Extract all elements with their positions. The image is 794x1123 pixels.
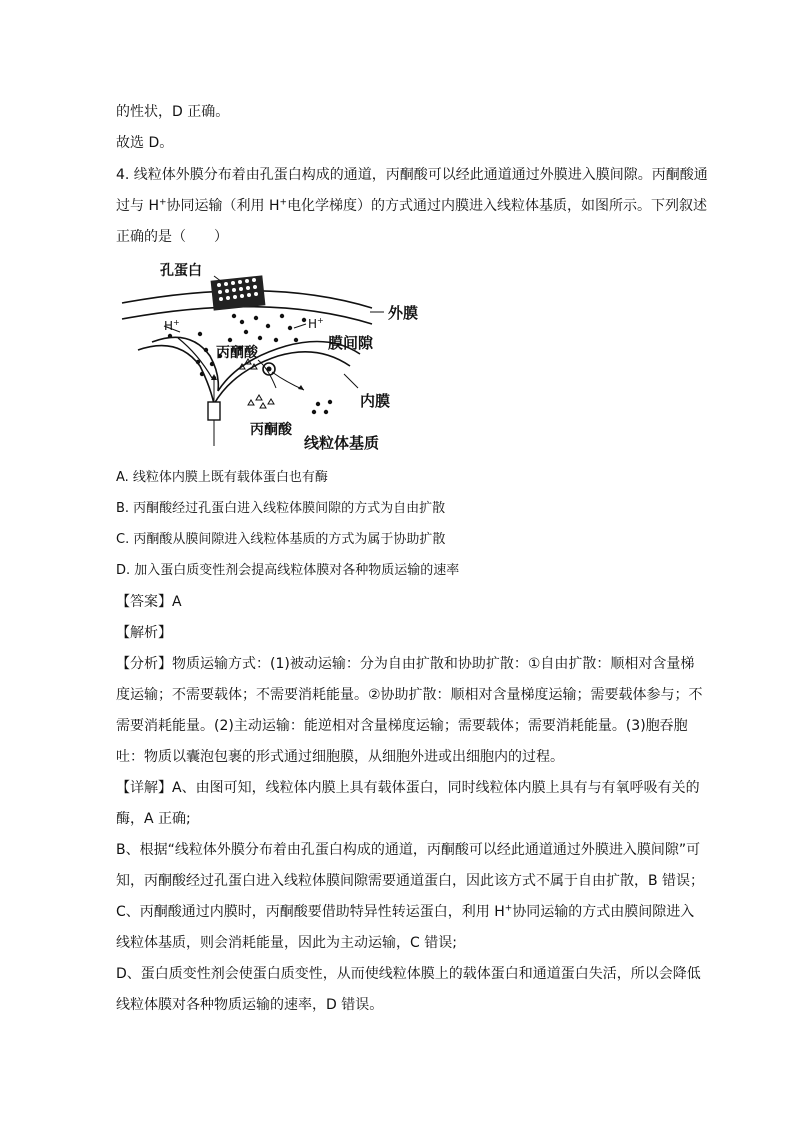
analysis-tag: 【分析】 [116,656,172,672]
mitochondria-membrane-diagram [118,256,428,456]
option-c: C. 丙酮酸从膜间隙进入线粒体基质的方式为属于协助扩散 [116,532,446,547]
detail-b: B、根据“线粒体外膜分布着由孔蛋白构成的通道，丙酮酸可以经此通道通过外膜进入膜间隙”可知，丙酮酸经过孔蛋白进入线粒体膜间隙需要通道蛋白，因此该方式不属于自由扩散，B 错误； [116,842,705,889]
analysis-text: 物质运输方式：(1)被动运输：分为自由扩散和协助扩散：①自由扩散：顺相对含量梯度运输；不需要载体；不需要消耗能量。②协助扩散：顺相对含量梯度运输；需要载体参与；不需要消耗能量。(2)主动运输：能逆相对含量梯度运输；需要载体；需要消耗能量。(3)胞吞胞吐：物质以囊泡包裹的形式通过细胞膜，从细胞外进或出细胞内的过程。 [116,656,703,765]
prev-line-2: 故选 D。 [116,135,174,151]
question-stem-line-2: 过与 H+协同运输（利用 H+电化学梯度）的方式通过内膜进入线粒体基质，如图所示。下列叙述 [116,197,708,214]
analysis-paragraph [116,649,706,773]
label-pyruvate-1: 丙酮酸 [216,345,258,361]
detail-c: C、丙酮酸通过内膜时，丙酮酸要借助特异性转运蛋白，利用 H+协同运输的方式由膜间隙进入线粒体基质，则会消耗能量，因此为主动运输，C 错误; [116,903,695,951]
label-matrix: 线粒体基质 [304,434,380,452]
option-b: B. 丙酮酸经过孔蛋白进入线粒体膜间隙的方式为自由扩散 [116,501,446,516]
analysis-heading: 【解析】 [116,625,172,641]
answer-line [116,592,182,612]
label-porin: 孔蛋白 [160,263,202,279]
question-stem-line-1: 4. 线粒体外膜分布着由孔蛋白构成的通道，丙酮酸可以经此通道通过外膜进入膜间隙。丙酮酸通 [116,167,708,183]
option-d: D. 加入蛋白质变性剂会提高线粒体膜对各种物质运输的速率 [116,563,460,578]
answer-value: A [172,594,182,610]
label-h-ion-1: H+ [164,318,180,333]
detail-a: 【详解】A、由图可知，线粒体内膜上具有载体蛋白，同时线粒体内膜上具有与有氧呼吸有关的酶，A 正确; [116,780,700,827]
label-h-ion-2: H+ [308,316,324,331]
label-outer-membrane: 外膜 [388,304,419,322]
label-intermembrane-space: 膜间隙 [328,334,374,352]
label-inner-membrane: 内膜 [360,392,391,410]
answer-tag: 【答案】 [116,594,172,610]
label-pyruvate-2: 丙酮酸 [250,422,292,438]
prev-line-1: 的性状，D 正确。 [116,104,230,120]
question-stem-line-3: 正确的是（ ） [116,229,228,245]
atp-synthase [208,402,220,420]
detail-tag: 【详解】 [116,780,172,796]
option-a: A. 线粒体内膜上既有载体蛋白也有酶 [116,470,328,485]
porin-protein [211,275,266,310]
detail-d: D、蛋白质变性剂会使蛋白质变性，从而使线粒体膜上的载体蛋白和通道蛋白失活，所以会降低线粒体膜对各种物质运输的速率，D 错误。 [116,966,701,1013]
